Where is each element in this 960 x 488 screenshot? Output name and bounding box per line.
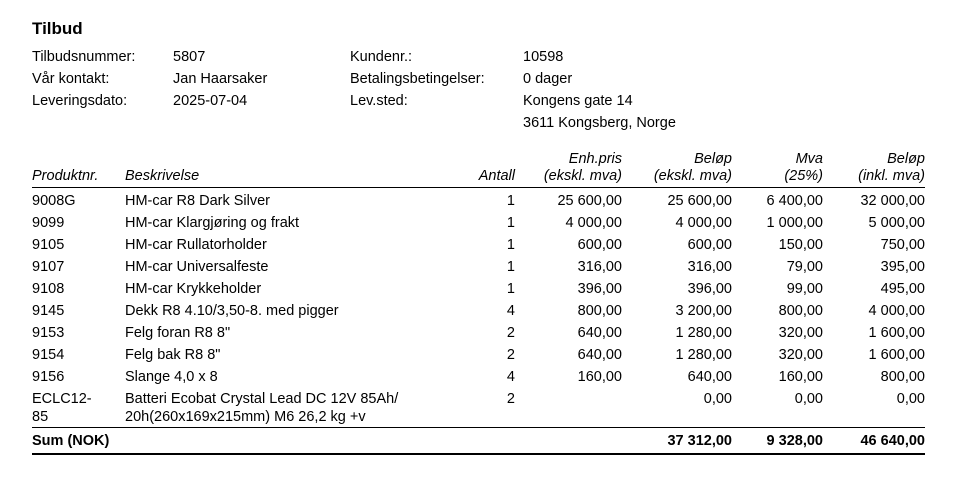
contact-value: Jan Haarsaker (173, 71, 268, 87)
cell-amount-ex-vat: 396,00 (687, 281, 732, 297)
cell-amount-inc-vat: 32 000,00 (860, 193, 925, 209)
contact-label: Vår kontakt: (32, 71, 110, 87)
cell-quantity: 2 (506, 325, 515, 341)
customer-number-value: 10598 (523, 49, 564, 65)
cell-description: HM-car R8 Dark Silver (125, 193, 271, 209)
cell-product-no: 9145 (32, 303, 65, 319)
cell-quantity: 1 (506, 215, 515, 231)
cell-product-no: 9099 (32, 215, 65, 231)
cell-description: HM-car Universalfeste (125, 259, 269, 275)
delivery-date-value: 2025-07-04 (173, 93, 248, 109)
offer-number-label: Tilbudsnummer: (32, 49, 136, 65)
cell-unit-price: 640,00 (577, 325, 622, 341)
sum-quantity (465, 428, 515, 455)
offer-number-value: 5807 (173, 49, 206, 65)
cell-product-no: 9105 (32, 237, 65, 253)
table-header-row (32, 151, 925, 188)
header-description: Beskrivelse (125, 151, 465, 188)
cell-amount-inc-vat: 750,00 (880, 237, 925, 253)
header-amount-ex-vat: Beløp (ekskl. mva) (622, 151, 732, 188)
offer-document (32, 18, 926, 449)
cell-vat: 320,00 (778, 347, 823, 363)
cell-description: Batteri Ecobat Crystal Lead DC 12V 85Ah/ 20h(260x169x215mm) M6 26,2 kg +v (125, 391, 399, 425)
cell-vat: 99,00 (786, 281, 823, 297)
table-row (32, 212, 925, 234)
table-row (32, 234, 925, 256)
header-unit-price: Enh.pris (ekskl. mva) (515, 151, 622, 188)
cell-unit-price (515, 388, 622, 428)
cell-description: Felg bak R8 8" (125, 347, 221, 363)
cell-quantity: 4 (506, 303, 515, 319)
cell-amount-inc-vat: 0,00 (896, 391, 925, 407)
cell-unit-price: 640,00 (577, 347, 622, 363)
delivery-place-label: Lev.sted: (350, 93, 408, 109)
document-title: Tilbud (32, 19, 83, 38)
cell-amount-ex-vat: 316,00 (687, 259, 732, 275)
cell-description: HM-car Klargjøring og frakt (125, 215, 300, 231)
cell-unit-price: 600,00 (577, 237, 622, 253)
sum-vat: 9 328,00 (732, 428, 823, 455)
sum-amount-ex-vat: 37 312,00 (622, 428, 732, 455)
cell-amount-ex-vat: 1 280,00 (675, 325, 732, 341)
cell-description: HM-car Krykkeholder (125, 281, 262, 297)
table-row (32, 300, 925, 322)
table-row (32, 188, 925, 213)
cell-unit-price: 4 000,00 (565, 215, 622, 231)
table-row (32, 256, 925, 278)
cell-amount-ex-vat: 4 000,00 (675, 215, 732, 231)
cell-product-no: 9008G (32, 193, 76, 209)
cell-unit-price: 25 600,00 (557, 193, 622, 209)
table-row (32, 322, 925, 344)
cell-description: Slange 4,0 x 8 (125, 369, 218, 385)
payment-terms-label: Betalingsbetingelser: (350, 71, 485, 87)
cell-vat: 160,00 (778, 369, 823, 385)
cell-product-no: 9154 (32, 347, 65, 363)
cell-amount-inc-vat: 800,00 (880, 369, 925, 385)
customer-number-label: Kundenr.: (350, 49, 413, 65)
cell-unit-price: 800,00 (577, 303, 622, 319)
offer-meta (32, 46, 926, 158)
cell-vat: 320,00 (778, 325, 823, 341)
cell-amount-inc-vat: 1 600,00 (868, 325, 925, 341)
sum-amount-inc-vat: 46 640,00 (823, 428, 925, 455)
delivery-date-label: Leveringsdato: (32, 93, 128, 109)
cell-product-no: 9153 (32, 325, 65, 341)
cell-vat: 800,00 (778, 303, 823, 319)
cell-amount-ex-vat: 3 200,00 (675, 303, 732, 319)
cell-vat: 0,00 (794, 391, 823, 407)
cell-quantity: 1 (506, 237, 515, 253)
cell-amount-ex-vat: 0,00 (703, 391, 732, 407)
header-product-no: Produktnr. (32, 151, 125, 188)
cell-amount-inc-vat: 395,00 (880, 259, 925, 275)
cell-quantity: 1 (506, 193, 515, 209)
cell-description: HM-car Rullatorholder (125, 237, 267, 253)
cell-amount-ex-vat: 640,00 (687, 369, 732, 385)
table-row (32, 366, 925, 388)
table-row (32, 278, 925, 300)
sum-row (32, 428, 925, 455)
cell-vat: 6 400,00 (766, 193, 823, 209)
items-table (32, 151, 925, 455)
cell-vat: 79,00 (786, 259, 823, 275)
cell-amount-inc-vat: 495,00 (880, 281, 925, 297)
cell-unit-price: 396,00 (577, 281, 622, 297)
cell-amount-ex-vat: 1 280,00 (675, 347, 732, 363)
cell-amount-inc-vat: 1 600,00 (868, 347, 925, 363)
cell-product-no: 9108 (32, 281, 65, 297)
cell-quantity: 2 (506, 391, 515, 407)
cell-product-no: 9156 (32, 369, 65, 385)
cell-description: Felg foran R8 8" (125, 325, 231, 341)
cell-quantity: 1 (506, 281, 515, 297)
sum-unit-price (515, 428, 622, 455)
cell-product-no: ECLC12- 85 (32, 391, 92, 425)
cell-product-no: 9107 (32, 259, 65, 275)
table-row (32, 388, 925, 428)
table-row (32, 344, 925, 366)
cell-amount-inc-vat: 4 000,00 (868, 303, 925, 319)
cell-amount-inc-vat: 5 000,00 (868, 215, 925, 231)
cell-unit-price: 160,00 (577, 369, 622, 385)
delivery-place-line1: Kongens gate 14 (523, 93, 633, 109)
cell-quantity: 1 (506, 259, 515, 275)
cell-unit-price: 316,00 (577, 259, 622, 275)
cell-vat: 1 000,00 (766, 215, 823, 231)
cell-quantity: 4 (506, 369, 515, 385)
payment-terms-value: 0 dager (523, 71, 573, 87)
sum-label: Sum (NOK) (32, 428, 465, 455)
cell-vat: 150,00 (778, 237, 823, 253)
header-quantity: Antall (465, 151, 515, 188)
cell-quantity: 2 (506, 347, 515, 363)
delivery-place-line2: 3611 Kongsberg, Norge (523, 115, 676, 131)
header-amount-inc-vat: Beløp (inkl. mva) (823, 151, 925, 188)
cell-amount-ex-vat: 600,00 (687, 237, 732, 253)
cell-amount-ex-vat: 25 600,00 (667, 193, 732, 209)
cell-description: Dekk R8 4.10/3,50-8. med pigger (125, 303, 339, 319)
header-vat: Mva (25%) (732, 151, 823, 188)
